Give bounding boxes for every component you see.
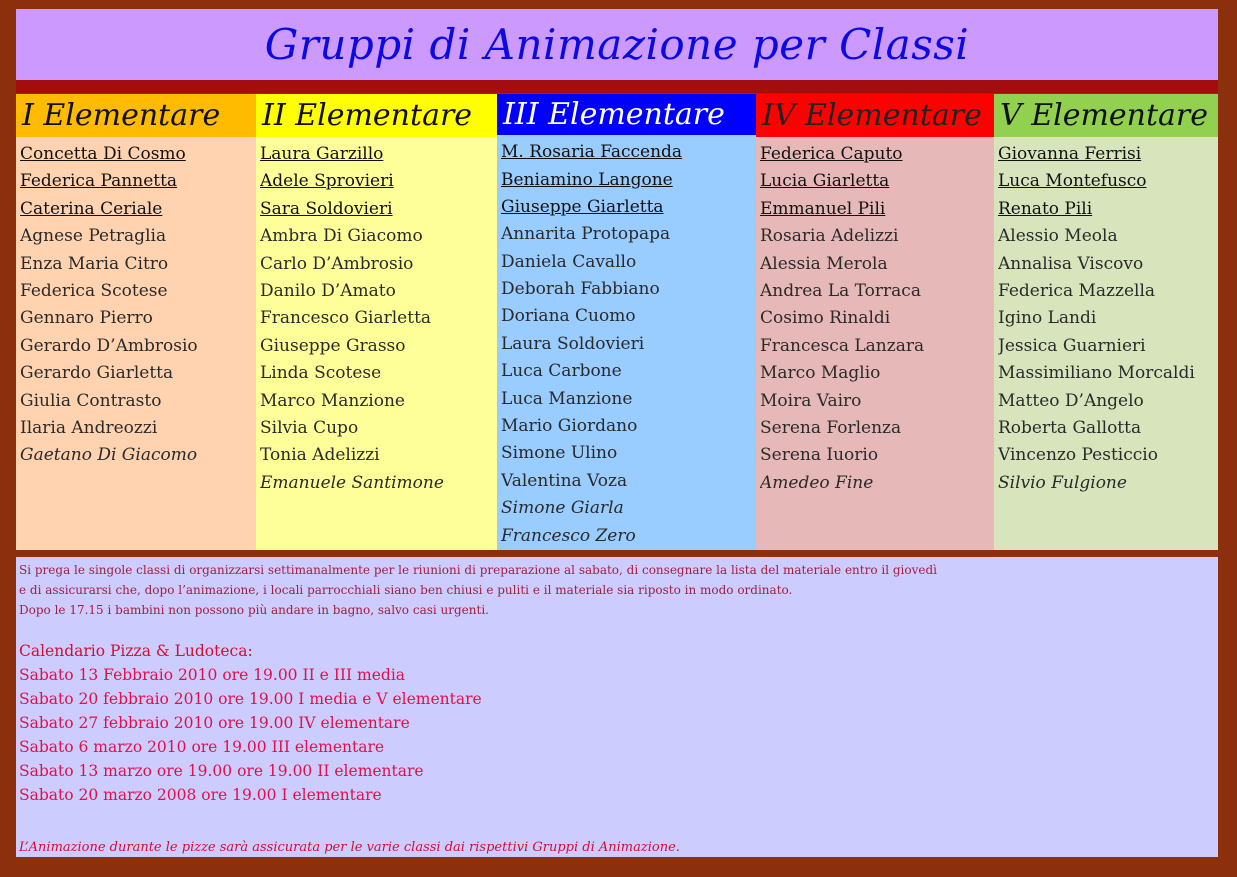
extra-member-name: Gaetano Di Giacomo xyxy=(20,445,198,466)
member-name: Rosaria Adelizzi xyxy=(760,226,899,247)
calendar-entry: Sabato 20 marzo 2008 ore 19.00 I elementare xyxy=(19,786,382,804)
member-name: Silvia Cupo xyxy=(260,417,359,438)
group-leader-name: Sara Soldovieri xyxy=(260,198,393,219)
member-name: Annalisa Viscovo xyxy=(998,253,1144,274)
member-name: Francesco Giarletta xyxy=(260,308,432,329)
group-leader-name: Giovanna Ferrisi xyxy=(998,144,1142,164)
member-name: Deborah Fabbiano xyxy=(501,279,660,300)
member-name: Carlo D’Ambrosio xyxy=(260,253,414,274)
group-leader-name: M. Rosaria Faccenda xyxy=(501,142,683,163)
member-name: Ambra Di Giacomo xyxy=(260,226,423,247)
group-leader-name: Giuseppe Giarletta xyxy=(501,196,664,217)
column-body xyxy=(994,137,1218,550)
extra-member-name: Silvio Fulgione xyxy=(998,472,1127,493)
calendar-entry: Sabato 27 febbraio 2010 ore 19.00 IV elementare xyxy=(19,714,410,732)
page-title: Gruppi di Animazione per Classi xyxy=(264,20,970,69)
class-column xyxy=(497,94,756,550)
member-name: Mario Giordano xyxy=(501,416,638,437)
column-header: I Elementare xyxy=(16,94,256,137)
column-header: IV Elementare xyxy=(756,94,994,137)
member-name: Massimiliano Morcaldi xyxy=(998,363,1195,384)
member-name: Agnese Petraglia xyxy=(20,226,167,247)
calendar-entry: Sabato 6 marzo 2010 ore 19.00 III elementare xyxy=(19,738,385,756)
member-name: Laura Soldovieri xyxy=(501,333,645,354)
class-column xyxy=(256,94,497,550)
member-name: Giulia Contrasto xyxy=(20,390,162,411)
column-body xyxy=(16,137,256,550)
member-name: Luca Manzione xyxy=(501,388,633,409)
group-leader-name: Beniamino Langone xyxy=(501,169,673,190)
member-name: Federica Scotese xyxy=(20,280,168,301)
extra-member-name: Emanuele Santimone xyxy=(260,472,444,493)
member-name: Cosimo Rinaldi xyxy=(760,308,891,329)
member-name: Danilo D’Amato xyxy=(260,280,396,301)
member-name: Linda Scotese xyxy=(260,363,382,384)
column-header: II Elementare xyxy=(256,94,497,137)
extra-member-name: Amedeo Fine xyxy=(760,472,874,493)
class-column xyxy=(16,94,256,550)
calendar-entry: Sabato 13 marzo ore 19.00 ore 19.00 II elementare xyxy=(19,762,424,780)
member-name: Simone Ulino xyxy=(501,443,618,464)
member-name: Marco Maglio xyxy=(760,363,881,384)
note-line: Dopo le 17.15 i bambini non possono più andare in bagno, salvo casi urgenti. xyxy=(19,603,489,617)
member-name: Valentina Voza xyxy=(501,470,628,491)
column-body xyxy=(756,137,994,550)
group-leader-name: Concetta Di Cosmo xyxy=(20,144,186,164)
calendar-entry: Sabato 20 febbraio 2010 ore 19.00 I media e V elementare xyxy=(19,690,482,708)
document-frame xyxy=(9,9,1219,868)
member-name: Marco Manzione xyxy=(260,390,405,411)
member-name: Gennaro Pierro xyxy=(20,308,153,329)
extra-member-name: Francesco Zero xyxy=(501,525,636,546)
member-name: Roberta Gallotta xyxy=(998,417,1142,438)
group-leader-name: Adele Sprovieri xyxy=(260,171,394,192)
column-body xyxy=(256,137,497,550)
group-leader-name: Lucia Giarletta xyxy=(760,171,890,192)
class-columns xyxy=(16,94,1218,550)
member-name: Enza Maria Citro xyxy=(20,253,169,274)
member-name: Serena Forlenza xyxy=(760,417,902,438)
group-leader-name: Federica Caputo xyxy=(760,144,903,164)
section-divider xyxy=(16,550,1218,557)
calendar-title: Calendario Pizza & Ludoteca: xyxy=(19,642,253,660)
member-name: Tonia Adelizzi xyxy=(260,445,380,466)
member-name: Ilaria Andreozzi xyxy=(20,417,158,438)
member-name: Alessia Merola xyxy=(760,253,888,274)
notes-section xyxy=(16,557,1218,857)
divider-band xyxy=(16,80,1218,93)
class-column xyxy=(756,94,994,550)
note-line: e di assicurarsi che, dopo l’animazione, i locali parrocchiali siano ben chiusi e puliti e il materiale sia riposto in modo ordinato. xyxy=(19,583,793,597)
member-name: Igino Landi xyxy=(998,308,1097,329)
extra-member-name: Simone Giarla xyxy=(501,498,624,519)
group-leader-name: Caterina Ceriale xyxy=(20,198,163,219)
column-header: III Elementare xyxy=(497,94,756,135)
column-header: V Elementare xyxy=(994,94,1218,137)
member-name: Federica Mazzella xyxy=(998,280,1156,301)
note-line: Si prega le singole classi di organizzarsi settimanalmente per le riunioni di preparazione al sabato, di consegnare la lista del materiale entro il giovedì xyxy=(19,563,938,577)
member-name: Francesca Lanzara xyxy=(760,335,925,356)
notes-text xyxy=(16,560,1218,620)
calendar-list xyxy=(16,663,1218,807)
footer-note: L’Animazione durante le pizze sarà assicurata per le varie classi dai rispettivi Gruppi di Animazione. xyxy=(19,840,680,855)
member-name: Giuseppe Grasso xyxy=(260,335,406,356)
member-name: Luca Carbone xyxy=(501,361,622,382)
group-leader-name: Federica Pannetta xyxy=(20,171,178,192)
class-column xyxy=(994,94,1218,550)
member-name: Gerardo D’Ambrosio xyxy=(20,335,198,356)
member-name: Matteo D’Angelo xyxy=(998,390,1144,411)
calendar-entry: Sabato 13 Febbraio 2010 ore 19.00 II e III media xyxy=(19,666,406,684)
member-name: Vincenzo Pesticcio xyxy=(998,445,1158,466)
group-leader-name: Laura Garzillo xyxy=(260,144,384,164)
member-name: Gerardo Giarletta xyxy=(20,363,174,384)
member-name: Alessio Meola xyxy=(998,226,1118,247)
group-leader-name: Renato Pili xyxy=(998,198,1093,219)
member-name: Moira Vairo xyxy=(760,390,862,411)
member-name: Andrea La Torraca xyxy=(760,280,921,301)
title-bar xyxy=(16,9,1218,80)
member-name: Doriana Cuomo xyxy=(501,306,636,327)
member-name: Daniela Cavallo xyxy=(501,251,637,272)
member-name: Serena Iuorio xyxy=(760,445,879,466)
group-leader-name: Luca Montefusco xyxy=(998,171,1147,192)
member-name: Jessica Guarnieri xyxy=(998,335,1146,356)
group-leader-name: Emmanuel Pili xyxy=(760,198,886,219)
column-body xyxy=(497,135,756,550)
member-name: Annarita Protopapa xyxy=(501,224,671,245)
